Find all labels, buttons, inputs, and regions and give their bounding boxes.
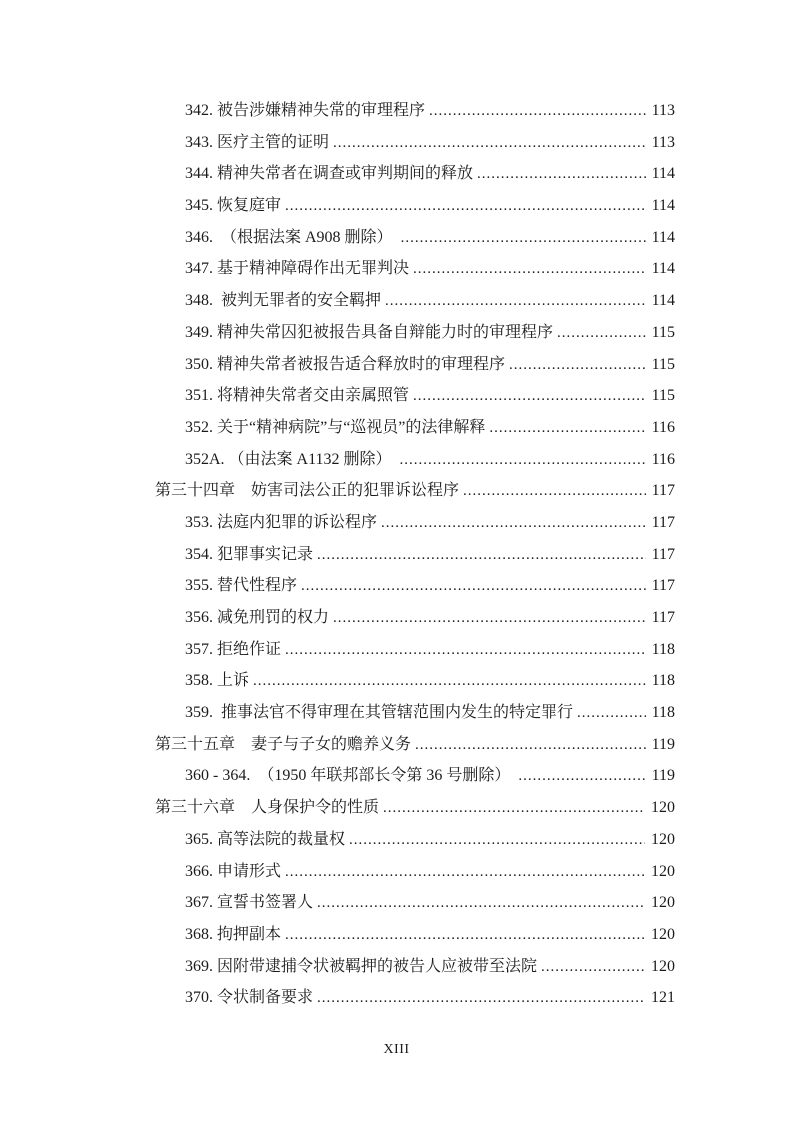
toc-chapter-entry: [155, 792, 675, 824]
toc-entry-page: 117: [651, 482, 675, 500]
dot-leader: [401, 222, 646, 255]
toc-entry-page: 117: [651, 609, 675, 626]
toc-entry-page: 119: [651, 735, 675, 753]
toc-entry-page: 120: [651, 799, 675, 817]
toc-entry: [155, 697, 675, 729]
toc-entry-label: 第三十六章 人身保护令的性质: [155, 799, 380, 817]
toc-entry-page: 120: [651, 894, 675, 912]
toc-entry-label: 345. 恢复庭审: [185, 197, 282, 215]
toc-entry: [155, 634, 675, 666]
dot-leader: [477, 158, 646, 191]
toc-entry: [155, 824, 675, 856]
toc-entry-page: 115: [651, 355, 675, 373]
toc-entry-label: 367. 宣誓书签署人: [185, 894, 314, 912]
toc-chapter-entry: [155, 729, 675, 761]
toc-entry-page: 119: [651, 767, 675, 785]
toc-entry-page: 115: [651, 387, 675, 405]
dot-leader: [285, 190, 646, 223]
toc-entry-label: 346. （根据法案 A908 删除）: [185, 228, 397, 246]
toc-entry-page: 117: [651, 513, 675, 531]
dot-leader: [541, 951, 645, 984]
toc-entry: [155, 253, 675, 285]
dot-leader: [381, 507, 646, 540]
toc-entry-page: 115: [651, 323, 675, 341]
toc-entry: [155, 95, 675, 127]
toc-entry-label: 349. 精神失常囚犯被报告具备自辩能力时的审理程序: [185, 323, 554, 341]
toc-entry-label: 365. 高等法院的裁量权: [185, 830, 346, 848]
toc-entry-page: 120: [651, 862, 675, 880]
toc-entry-label: 350. 精神失常者被报告适合释放时的审理程序: [185, 355, 506, 373]
dot-leader: [383, 792, 645, 825]
toc-list: [155, 95, 675, 1014]
toc-entry-label: 352. 关于“精神病院”与“巡视员”的法律解释: [185, 418, 486, 436]
toc-entry-label: 358. 上诉: [185, 672, 250, 690]
toc-entry-label: 368. 拘押副本: [185, 925, 282, 943]
dot-leader: [415, 729, 646, 762]
toc-entry-label: 348. 被判无罪者的安全羁押: [185, 292, 382, 310]
dot-leader: [385, 285, 646, 318]
toc-entry: [155, 317, 675, 349]
toc-entry-label: 344. 精神失常者在调查或审判期间的释放: [185, 165, 474, 183]
dot-leader: [253, 665, 646, 698]
dot-leader: [518, 760, 645, 793]
toc-entry-page: 118: [651, 672, 675, 690]
dot-leader: [285, 634, 646, 667]
toc-entry-label: 366. 申请形式: [185, 862, 282, 880]
toc-entry-label: 356. 减免刑罚的权力: [185, 609, 330, 626]
toc-entry-page: 117: [651, 577, 675, 595]
toc-entry: [155, 380, 675, 412]
toc-entry-label: 343. 医疗主管的证明: [185, 133, 330, 151]
dot-leader: [333, 127, 646, 160]
toc-entry: [155, 539, 675, 571]
toc-entry-page: 114: [651, 228, 675, 246]
dot-leader: [489, 412, 645, 445]
toc-entry: [155, 444, 675, 476]
toc-entry-page: 116: [651, 450, 675, 468]
dot-leader: [577, 697, 646, 730]
dot-leader: [317, 539, 646, 572]
toc-entry: [155, 349, 675, 381]
toc-entry: [155, 570, 675, 602]
toc-entry-label: 370. 令状制备要求: [185, 989, 314, 1007]
toc-entry: [155, 887, 675, 919]
toc-entry: [155, 856, 675, 888]
toc-entry: [155, 507, 675, 539]
toc-entry-label: 354. 犯罪事实记录: [185, 545, 314, 563]
toc-entry-page: 113: [651, 133, 675, 151]
dot-leader: [333, 602, 646, 635]
toc-entry: [155, 285, 675, 317]
toc-entry-label: 369. 因附带逮捕令状被羁押的被告人应被带至法院: [185, 957, 538, 975]
toc-entry-page: 117: [651, 545, 675, 563]
toc-entry-page: 113: [651, 102, 675, 119]
toc-entry-page: 114: [651, 197, 675, 215]
toc-entry: [155, 665, 675, 697]
toc-entry: [155, 158, 675, 190]
dot-leader: [285, 919, 645, 952]
toc-entry-page: 121: [651, 989, 675, 1007]
dot-leader: [285, 856, 645, 889]
toc-entry-label: 第三十五章 妻子与子女的赡养义务: [155, 735, 412, 753]
toc-entry-page: 116: [651, 418, 675, 436]
toc-entry: [155, 127, 675, 159]
dot-leader: [301, 570, 646, 603]
toc-entry-label: 347. 基于精神障碍作出无罪判决: [185, 260, 410, 278]
dot-leader: [349, 824, 645, 857]
dot-leader: [413, 253, 646, 286]
toc-entry-label: 355. 替代性程序: [185, 577, 298, 595]
toc-entry-label: 352A. （由法案 A1132 删除）: [185, 450, 396, 468]
dot-leader: [509, 349, 646, 382]
toc-entry-page: 118: [651, 640, 675, 658]
toc-entry-label: 第三十四章 妨害司法公正的犯罪诉讼程序: [155, 482, 460, 500]
dot-leader: [413, 380, 646, 413]
toc-entry-label: 342. 被告涉嫌精神失常的审理程序: [185, 102, 426, 119]
toc-entry: [155, 412, 675, 444]
toc-entry-page: 114: [651, 292, 675, 310]
toc-entry: [155, 919, 675, 951]
toc-entry-label: 360 - 364. （1950 年联邦部长令第 36 号删除）: [185, 767, 515, 785]
dot-leader: [317, 887, 645, 920]
toc-entry: [155, 222, 675, 254]
dot-leader: [429, 95, 646, 128]
toc-entry-label: 353. 法庭内犯罪的诉讼程序: [185, 513, 378, 531]
toc-entry-page: 120: [651, 830, 675, 848]
toc-entry-label: 357. 拒绝作证: [185, 640, 282, 658]
toc-entry: [155, 951, 675, 983]
toc-entry: [155, 760, 675, 792]
toc-entry-page: 120: [651, 957, 675, 975]
dot-leader: [557, 317, 646, 350]
toc-chapter-entry: [155, 475, 675, 507]
toc-entry: [155, 982, 675, 1014]
toc-entry: [155, 190, 675, 222]
toc-entry-label: 359. 推事法官不得审理在其管辖范围内发生的特定罪行: [185, 704, 574, 722]
toc-entry: [155, 602, 675, 634]
toc-entry-page: 120: [651, 925, 675, 943]
toc-entry-page: 114: [651, 165, 675, 183]
dot-leader: [463, 475, 646, 508]
toc-entry-label: 351. 将精神失常者交由亲属照管: [185, 387, 410, 405]
dot-leader: [317, 982, 645, 1015]
dot-leader: [400, 444, 646, 477]
toc-entry-page: 118: [651, 704, 675, 722]
toc-entry-page: 114: [651, 260, 675, 278]
footer-page-number: XIII: [383, 1042, 410, 1057]
